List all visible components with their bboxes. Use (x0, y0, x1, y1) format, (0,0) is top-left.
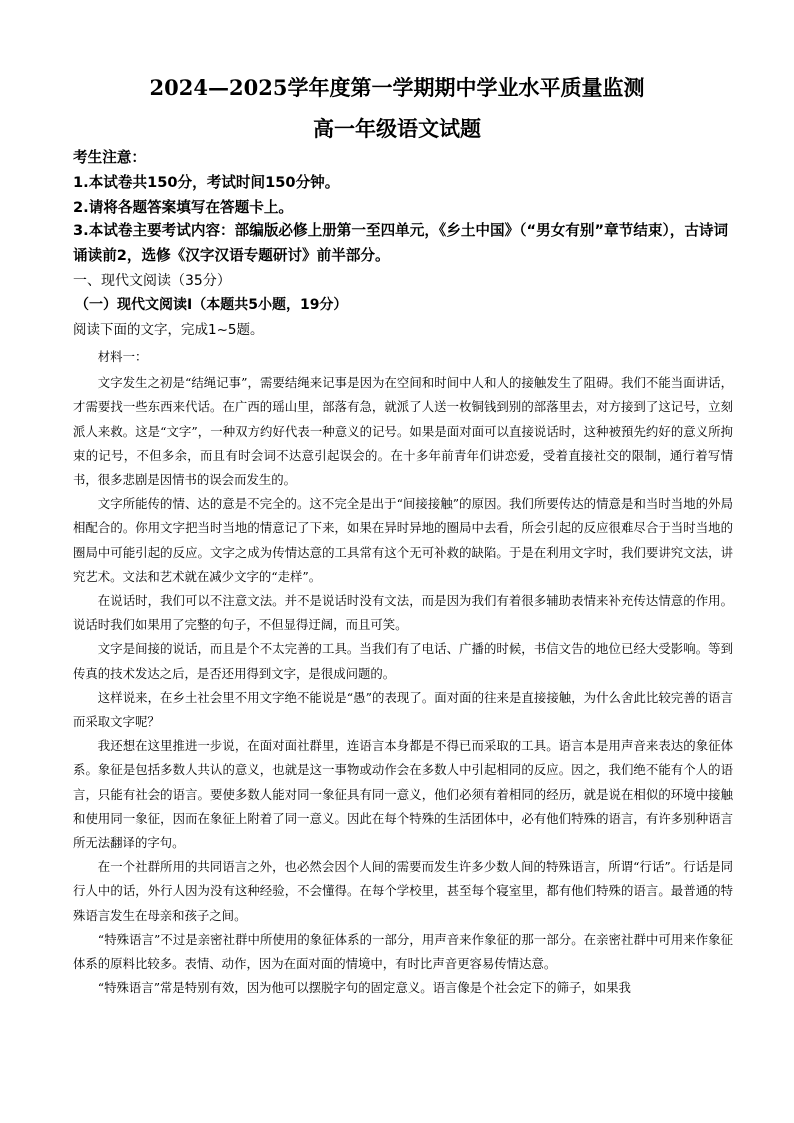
passage-paragraph: 这样说来，在乡土社会里不用文字绝不能说是“愚”的表现了。面对面的往来是直接接触，为什么舍此比较完善的语言而采取文字呢？ (73, 689, 733, 730)
notice-heading: 考生注意： (73, 149, 146, 166)
notice-item-2: 2.请将各题答案填写在答题卡上。 (73, 199, 294, 216)
passage-paragraph: “特殊语言”常是特别有效，因为他可以摆脱字句的固定意义。语言像是个社会定下的筛子，如果我 (97, 980, 631, 996)
passage-paragraph: 我还想在这里推进一步说，在面对面社群里，连语言本身都是不得已而采取的工具。语言本是用声音来表达的象征体系。象征是包括多数人共认的意义，也就是这一事物或动作会在多数人中引起相同的反应。因之，我们绝不能有个人的语言，只能有社会的语言。要使多数人能对同一象征具有同一意义，他们必须有着相同的经历，就是说在相似的环境中接触和使用同一象征，因而在象征上附着了同一意义。因此在每个特殊的生活团体中，必有他们特殊的语言，有许多别种语言所无法翻译的字句。 (73, 738, 733, 851)
exam-title: 2024—2025学年度第一学期期中学业水平质量监测 (149, 75, 645, 100)
reading-passage (73, 345, 733, 1000)
exam-subtitle: 高一年级语文试题 (313, 116, 481, 141)
passage-paragraph: 文字发生之初是“结绳记事”，需要结绳来记事是因为在空间和时间中人和人的接触发生了阻碍。我们不能当面讲话，才需要找一些东西来代话。在广西的瑶山里，部落有急，就派了人送一枚铜钱到别的部落里去，对方接到了这记号，立刻派人来救。这是“文字”，一种双方约好代表一种意义的记号。如果是面对面可以直接说话时，这种被預先约好的意义所拘束的记号，不但多余，而且有时会词不达意引起误会的。在十多年前青年们讲恋爱，受着直接社交的限制，通行着写情书，很多悲剧是因情书的误会而发生的。 (73, 375, 733, 488)
passage-paragraph: 在说话时，我们可以不注意文法。并不是说话时没有文法，而是因为我们有着很多辅助表情来补充传达情意的作用。说话时我们如果用了完整的句子，不但显得迂阔，而且可笑。 (73, 593, 733, 633)
passage-paragraph: “特殊语言”不过是亲密社群中所使用的象征体系的一部分，用声音来作象征的那一部分。在亲密社群中可用来作象征体系的原料比较多。表情、动作，因为在面对面的情境中，有时比声音更容易传情达意。 (73, 931, 733, 972)
reading-instruction: 阅读下面的文字，完成1~5题。 (73, 322, 264, 338)
passage-paragraph: 在一个社群所用的共同语言之外，也必然会因个人间的需要而发生许多少数人间的特殊语言，所谓“行话”。行话是同行人中的话，外行人因为没有这种经验，不会懂得。在每个学校里，甚至每个寝室里，都有他们特殊的语言。最普通的特殊语言发生在母亲和孩子之间。 (73, 859, 733, 923)
subsection-heading: （一）现代文阅读Ⅰ（本题共5小题，19分） (75, 297, 348, 313)
section-heading: 一、现代文阅读（35分） (73, 273, 231, 289)
passage-paragraph: 文字所能传的情、达的意是不完全的。这不完全是出于“间接接触”的原因。我们所要传达的情意是和当时当地的外局相配合的。你用文字把当时当地的情意记了下来，如果在异时异地的圈局中去看，所会引起的反应很难尽合于当时当地的圈局中可能引起的反应。文字之成为传情达意的工具常有这个无可补救的缺陷。于是在利用文字时，我们要讲究文法，讲究艺术。文法和艺术就在减少文字的“走样”。 (73, 496, 733, 584)
passage-paragraph: 文字是间接的说话，而且是个不太完善的工具。当我们有了电话、广播的时候，书信文告的地位已经大受影响。等到传真的技术发达之后，是否还用得到文字，是很成问题的。 (73, 641, 733, 681)
notice-item-1: 1.本试卷共150分，考试时间150分钟。 (73, 174, 340, 191)
material-label: 材料一： (97, 349, 148, 364)
notice-item-3: 3.本试卷主要考试内容：部编版必修上册第一至四单元，《乡土中国》（“男女有别”章节结束），古诗词诵读前2，选修《汉字汉语专题研讨》前半部分。 (73, 222, 729, 264)
